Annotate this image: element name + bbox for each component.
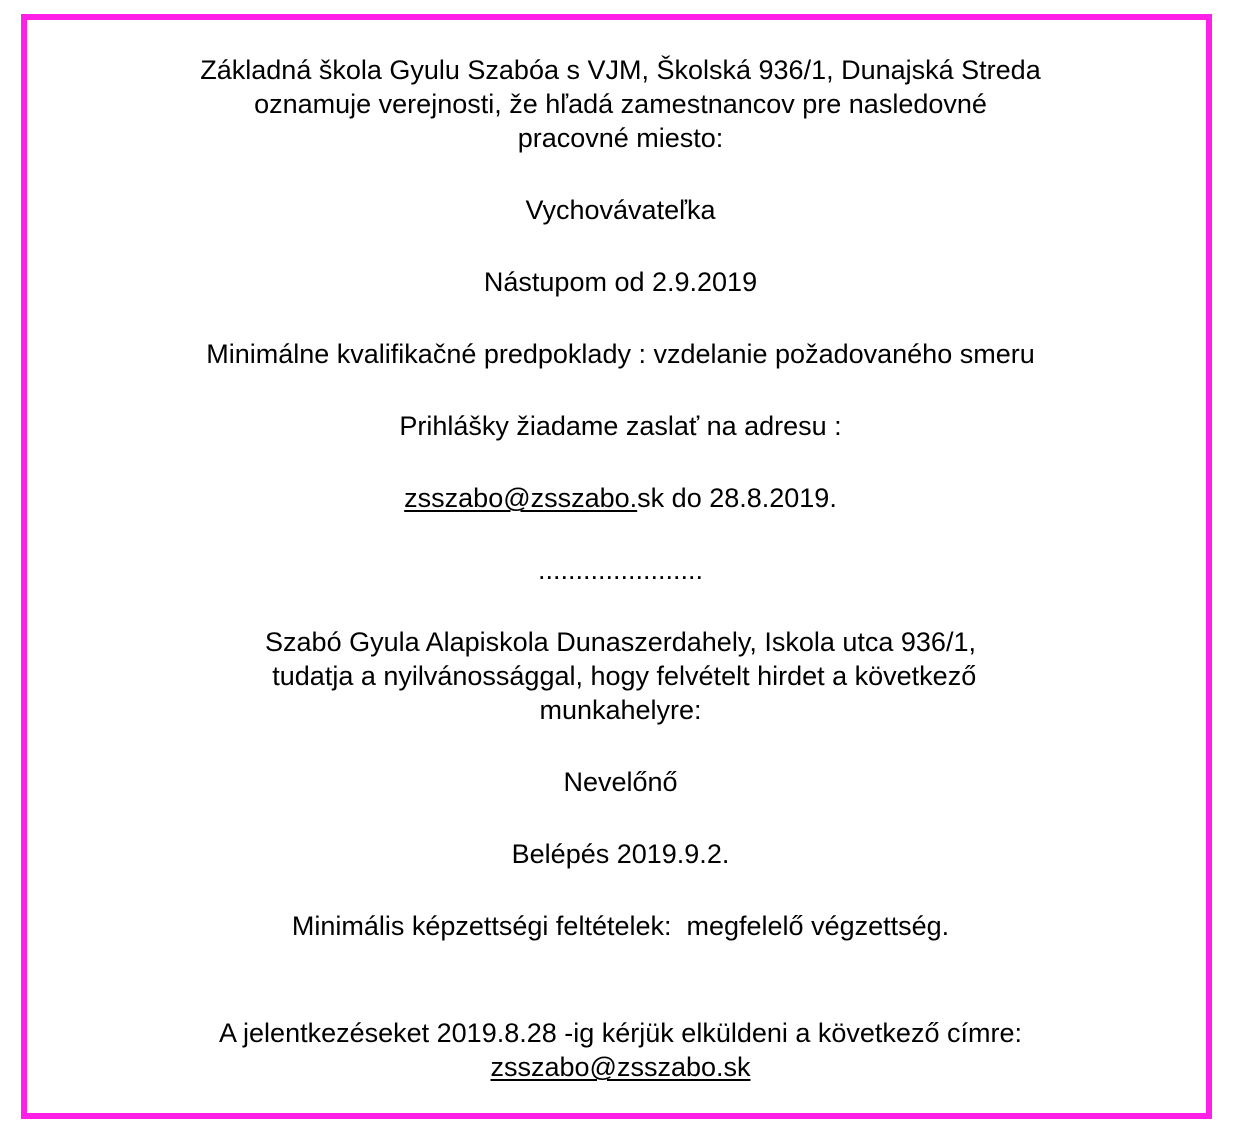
slovak-email-link[interactable]: zsszabo@zsszabo. [404, 483, 638, 513]
slovak-position-title: Vychovávateľka [525, 195, 716, 225]
hungarian-email-link[interactable]: zsszabo@zsszabo.sk [490, 1052, 751, 1082]
hungarian-intro-line-2: tudatja a nyilvánossággal, hogy felvételt hirdet a következő [264, 661, 977, 691]
hungarian-apply-label: A jelentkezéseket 2019.8.28 -ig kérjük elküldeni a következő címre: [219, 1018, 1022, 1048]
slovak-intro-line-3: pracovné miesto: [517, 123, 724, 153]
hungarian-position-title: Nevelőnő [563, 767, 678, 797]
slovak-intro-line-1: Základná škola Gyulu Szabóa s VJM, Školská 936/1, Dunajská Streda [200, 55, 1041, 85]
hungarian-intro-line-1: Szabó Gyula Alapiskola Dunaszerdahely, Iskola utca 936/1, [265, 627, 976, 657]
slovak-email-deadline: sk do 28.8.2019. [637, 483, 837, 513]
section-separator: ...................... [537, 555, 704, 585]
slovak-apply-label: Prihlášky žiadame zaslať na adresu : [399, 411, 842, 441]
slovak-requirements: Minimálne kvalifikačné predpoklady : vzdelanie požadovaného smeru [206, 339, 1035, 369]
slovak-start-date: Nástupom od 2.9.2019 [483, 267, 758, 297]
hungarian-start-date: Belépés 2019.9.2. [511, 839, 730, 869]
slovak-email-line [0, 481, 1241, 515]
hungarian-intro-line-3: munkahelyre: [539, 695, 702, 725]
slovak-intro-line-2: oznamuje verejnosti, že hľadá zamestnancov pre nasledovné [254, 89, 987, 119]
hungarian-email-line [0, 1050, 1241, 1084]
hungarian-requirements: Minimális képzettségi feltételek: megfelelő végzettség. [291, 911, 950, 941]
